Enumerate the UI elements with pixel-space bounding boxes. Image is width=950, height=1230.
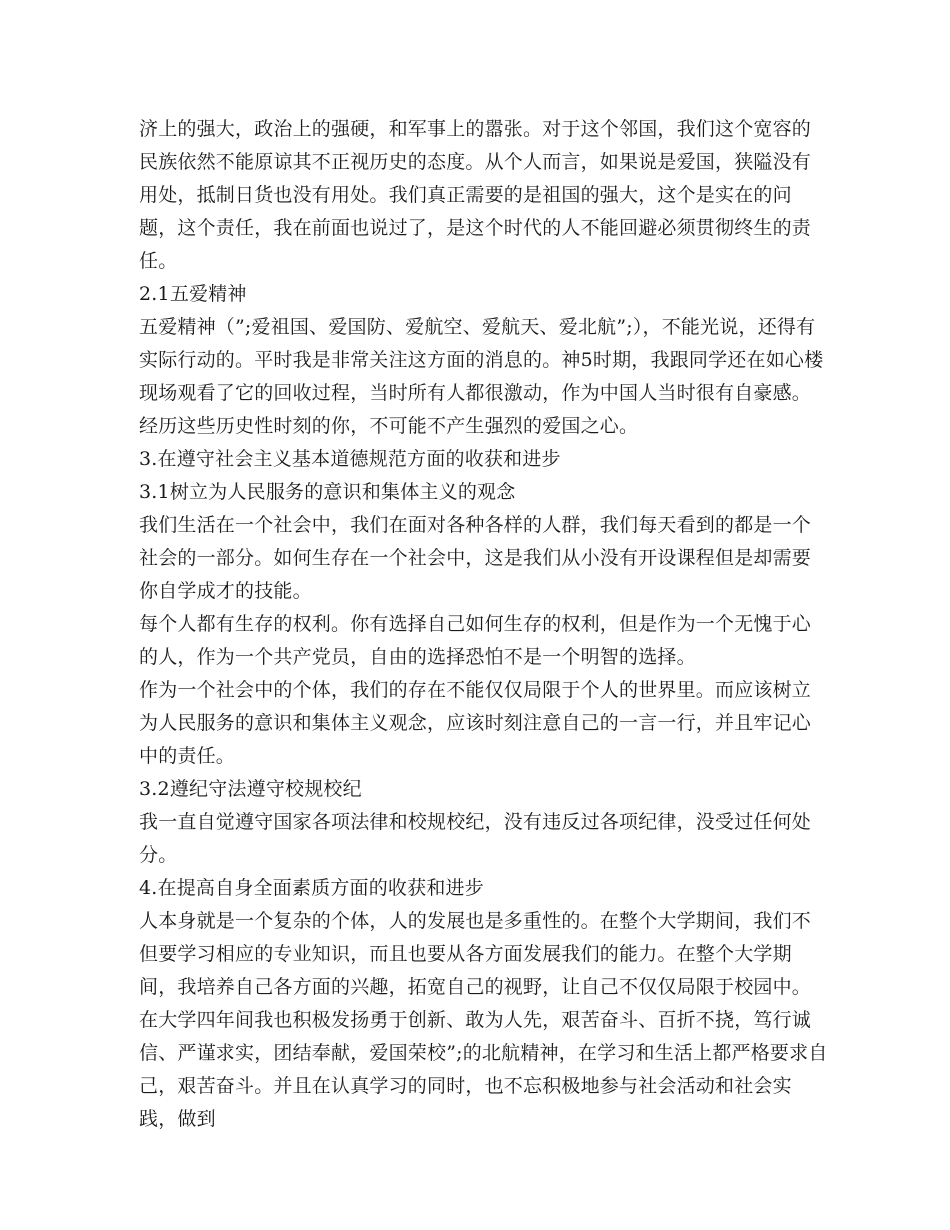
paragraph-five-loves: 五爱精神（”;爱祖国、爱国防、爱航空、爱航天、爱北航”;），不能光说，还得有实际行动的。平时我是非常关注这方面的消息的。神5时期，我跟同学还在如心楼现场观看了它的回收过程，当时所有人都很激动，作为中国人当时很有自豪感。经历这些历史性时刻的你，不可能不产生强烈的爱国之心。 [139, 316, 824, 437]
paragraph-national-strength: 济上的强大，政治上的强硬，和军事上的嚣张。对于这个邻国，我们这个宽容的民族依然不能原谅其不正视历史的态度。从个人而言，如果说是爱国，狭隘没有用处，抵制日货也没有用处。我们真正需要的是祖国的强大，这个是实在的问题，这个责任，我在前面也说过了，是这个时代的人不能回避必须贯彻终生的责任。 [139, 118, 812, 272]
paragraph-right-to-live: 每个人都有生存的权利。你有选择自己如何生存的权利，但是作为一个无愧于心的人，作为一个共产党员，自由的选择恐怕不是一个明智的选择。 [139, 613, 812, 668]
paragraph-individual: 作为一个社会中的个体，我们的存在不能仅仅局限于个人的世界里。而应该树立为人民服务的意识和集体主义观念，应该时刻注意自己的一言一行，并且牢记心中的责任。 [139, 679, 812, 767]
section-heading-3-2: 3.2遵纪守法遵守校规校纪 [139, 778, 362, 800]
section-heading-4: 4.在提高自身全面素质方面的收获和进步 [139, 877, 484, 899]
paragraph-beihang-spirit: 在大学四年间我也积极发扬勇于创新、敢为人先，艰苦奋斗、百折不挠，笃行诚信、严谨求实，团结奉献，爱国荣校”;的北航精神，在学习和生活上都严格要求自己，艰苦奋斗。并且在认真学习的同时，也不忘积极地参与社会活动和社会实践，做到 [139, 1009, 828, 1130]
paragraph-society: 我们生活在一个社会中，我们在面对各种各样的人群，我们每天看到的都是一个社会的一部分。如何生存在一个社会中，这是我们从小没有开设课程但是却需要你自学成才的技能。 [139, 514, 812, 602]
document-body [139, 113, 829, 1136]
paragraph-development: 人本身就是一个复杂的个体，人的发展也是多重性的。在整个大学期间，我们不但要学习相应的专业知识，而且也要从各方面发展我们的能力。在整个大学期间，我培养自己各方面的兴趣，拓宽自己的视野，让自己不仅仅局限于校园中。 [139, 910, 812, 998]
section-heading-3-1: 3.1树立为人民服务的意识和集体主义的观念 [139, 481, 516, 503]
section-heading-2-1: 2.1五爱精神 [139, 283, 247, 305]
paragraph-discipline: 我一直自觉遵守国家各项法律和校规校纪，没有违反过各项纪律，没受过任何处分。 [139, 811, 812, 866]
section-heading-3: 3.在遵守社会主义基本道德规范方面的收获和进步 [139, 448, 561, 470]
